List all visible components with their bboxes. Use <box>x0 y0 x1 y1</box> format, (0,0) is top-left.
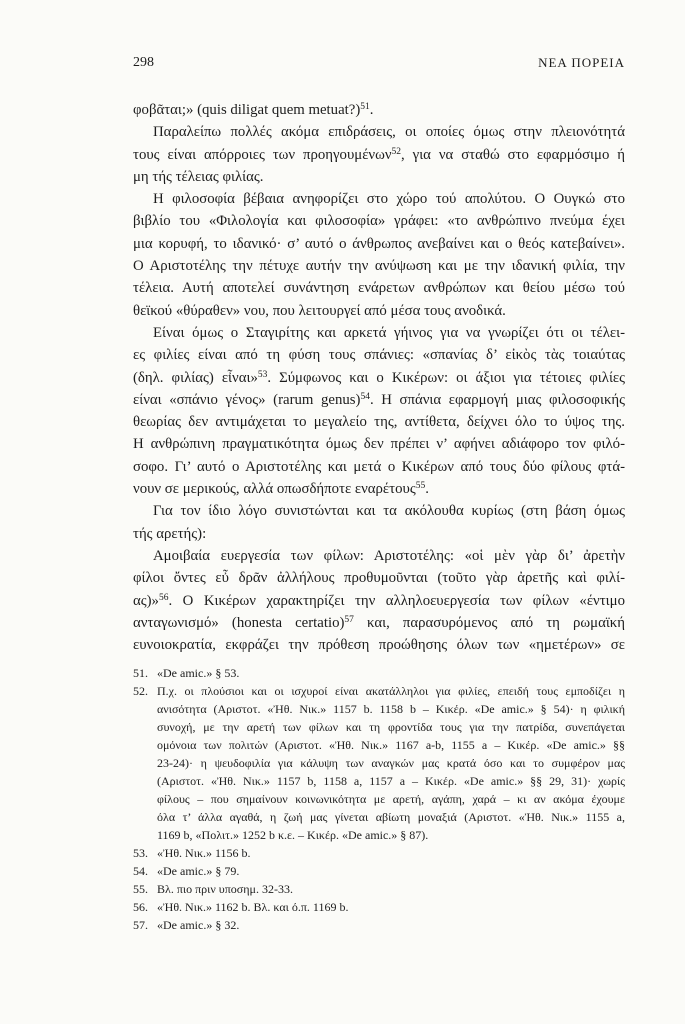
running-title: ΝΕΑ ΠΟΡΕΙΑ <box>538 55 625 70</box>
footnote-number: 52. <box>133 684 148 698</box>
footnote-text: «Ἠθ. Νικ.» 1162 b. Βλ. και ό.π. 1169 b. <box>157 900 349 914</box>
body-line-text: . Σύμφωνος και ο Κικέρων: οι άξιοι για τέτοιες φιλίες <box>267 369 625 386</box>
body-line-text: . <box>425 481 429 498</box>
body-line <box>133 590 625 612</box>
footnote <box>133 916 625 934</box>
body-line <box>133 389 625 411</box>
body-line: φίλοι ὄντες εὖ δρᾶν ἀλλήλους προθυμοῦνται (τοῦτο γὰρ ἀρετῆς καὶ φιλί- <box>133 570 625 587</box>
body-line-text: , για να σταθώ στο εφαρμόσιμο ή <box>401 146 626 163</box>
footnote-continuation: όλα τ’ άλλα αγαθά, η ζωή μας γίνεται αβίωτη μοναξιά (Αριστοτ. «Ἠθ. Νικ.» 1155 a, <box>157 810 625 824</box>
body-line: τέλεια. Αυτή αποτελεί συνάντηση ενάρετων ανθρώπων και θείου μέσω τού <box>133 280 625 297</box>
body-line-text: . <box>369 102 374 118</box>
body-line-text: . Ο Κικέρων χαρακτηρίζει την αλληλοευεργεσία των φίλων «έντιμο <box>168 592 625 609</box>
footnote-continuation: συνοχή, με την αρετή των φίλων και τη φροντίδα τους για την πατρίδα, συνεπάγεται <box>157 720 625 734</box>
body-line-text: ας)» <box>133 592 159 609</box>
body-line: σοφο. Γι’ αυτό ο Αριστοτέλης και μετά ο Κικέρων από τους δύο φίλους φτά- <box>133 458 625 475</box>
body-line-text: φοβᾶται;» (quis diligat quem metuat?) <box>133 102 361 118</box>
body-line <box>133 612 625 634</box>
footnote-continuation: 1169 b, «Πολιτ.» 1252 b κ.ε. – Κικέρ. «De amic.» § 87). <box>157 828 429 842</box>
body-line: θεϊκού «θύραθεν» νου, που λειτουργεί από μέσα τους ανοδικά. <box>133 302 506 319</box>
footnote <box>133 898 625 916</box>
footnote <box>133 880 625 898</box>
body-line-text: είναι «σπάνιο γένος» (rarum genus) <box>133 391 361 408</box>
footnote-number: 51. <box>133 666 148 680</box>
footnote-continuation: ομόνοια των πολιτών (Αριστοτ. «Ἠθ. Νικ.» 1167 a-b, 1155 a – Κικέρ. «De amic.» §§ <box>157 738 625 752</box>
body-line <box>133 367 625 389</box>
body-line-text: και, παρασυρόμενος από τη ρωμαϊκή <box>353 614 625 631</box>
footnotes <box>133 664 625 934</box>
body-line: μια κορυφή, το ιδανικό· σ’ αυτό ο άνθρωπος ανεβαίνει και ο θεός κατεβαίνει». <box>133 235 625 252</box>
footnote-continuation: ανισότητα (Αριστοτ. «Ἠθ. Νικ.» 1157 b. 1158 b – Κικέρ. «De amic.» § 54)· η φιλική <box>157 702 625 716</box>
body-line: Η ανθρώπινη πραγματικότητα όμως δεν πρέπει ν’ αφήνει αδιάφορο τον φιλό- <box>133 436 625 453</box>
body-line: θεωρίας δεν αντιμάχεται το μεγαλείο της, αντίθετα, δείχνει όλο το ύψος της. <box>133 414 625 431</box>
body-line-text: νουν σε μερικούς, αλλά οπωσδήποτε εναρέτους <box>133 481 416 498</box>
body-line-text: (δηλ. φιλίας) εἶναι» <box>133 369 258 386</box>
body-line <box>133 99 625 121</box>
footnote-text: Π.χ. οι πλούσιοι και οι ισχυροί είναι ακατάλληλοι για φιλίες, επειδή τους εμποδίζει η <box>157 684 625 698</box>
body-line: τής αρετής): <box>133 525 207 542</box>
footnote-text: «De amic.» § 53. <box>157 666 240 680</box>
footnote-continuation: φίλους – που σημαίνουν κοινωνικότητα με αρετή, αγάπη, χαρά – κι αν ακόμα έχουμε <box>157 792 625 806</box>
footnote-text: «Ἠθ. Νικ.» 1156 b. <box>157 846 251 860</box>
footnote-number: 55. <box>133 882 148 896</box>
footnote-continuation: (Αριστοτ. «Ἠθ. Νικ.» 1157 b, 1158 a, 1157 a – Κικέρ. «De amic.» §§ 29, 31)· χωρίς <box>157 774 625 788</box>
footnote-reference: 55 <box>415 481 426 492</box>
body-line: ες φιλίες είναι από τη φύση τους σπάνιες: «σπανίας δ’ εἰκὸς τὰς τοιαύτας <box>133 347 625 364</box>
body-line-text: ανταγωνισμό» (honesta certatio) <box>133 614 345 631</box>
body-line: ευνοιοκρατία, εκφράζει την πρόθεση προώθησης όλων των «ημετέρων» σε <box>133 637 625 654</box>
footnote <box>133 682 625 700</box>
footnote <box>133 862 625 880</box>
body-line-text: τους είναι απόρροιες των προηγουμένων <box>133 146 392 163</box>
body-line: μη τής τέλειας φιλίας. <box>133 168 264 185</box>
footnote-reference: 56 <box>158 592 169 603</box>
body-line: Είναι όμως ο Σταγιρίτης και αρκετά γήινος για να γνωρίζει ότι οι τέλει- <box>153 324 625 341</box>
footnote <box>133 664 625 682</box>
body-line <box>133 144 625 166</box>
footnote-number: 57. <box>133 918 148 932</box>
body-line <box>133 478 625 500</box>
footnote-reference: 52 <box>391 146 402 157</box>
footnote-number: 54. <box>133 864 148 878</box>
footnote-reference: 53 <box>257 369 268 380</box>
footnote-reference: 54 <box>360 391 370 402</box>
body-line: Αμοιβαία ευεργεσία των φίλων: Αριστοτέλης: «οἱ μὲν γὰρ δι’ ἀρετὴν <box>153 547 625 564</box>
body-text <box>133 99 625 656</box>
body-line: Η φιλοσοφία βέβαια ανηφορίζει στο χώρο τού απολύτου. Ο Ουγκώ στο <box>153 191 625 208</box>
footnote-number: 56. <box>133 900 148 914</box>
footnote <box>133 844 625 862</box>
footnote-text: «De amic.» § 32. <box>157 918 240 932</box>
body-line: βιβλίο του «Φιλολογία και φιλοσοφία» γράφει: «το ανθρώπινο πνεύμα έχει <box>133 213 625 230</box>
footnote-text: «De amic.» § 79. <box>157 864 240 878</box>
body-line: Για τον ίδιο λόγο συνιστώνται και τα ακόλουθα κυρίως (στη βάση όμως <box>153 503 625 520</box>
page-number: 298 <box>133 55 154 70</box>
footnote-reference: 57 <box>344 614 354 625</box>
footnote-number: 53. <box>133 846 148 860</box>
body-line-text: . Η σπάνια εφαρμογή μιας φιλοσοφικής <box>369 391 626 408</box>
body-line: Παραλείπω πολλές ακόμα επιδράσεις, οι οποίες όμως στην πλειονότητά <box>153 124 625 141</box>
footnote-reference: 51 <box>360 102 370 112</box>
body-line: Ο Αριστοτέλης την πέτυχε αυτήν την ανύψωση και με την ιδανική φιλία, την <box>133 258 625 275</box>
footnote-continuation: 23-24)· η ψευδοφιλία για κάλυψη των αναγκών μας κρατά όσο και το συμφέρον μας <box>157 756 625 770</box>
footnote-text: Βλ. πιο πριν υποσημ. 32-33. <box>157 882 293 896</box>
